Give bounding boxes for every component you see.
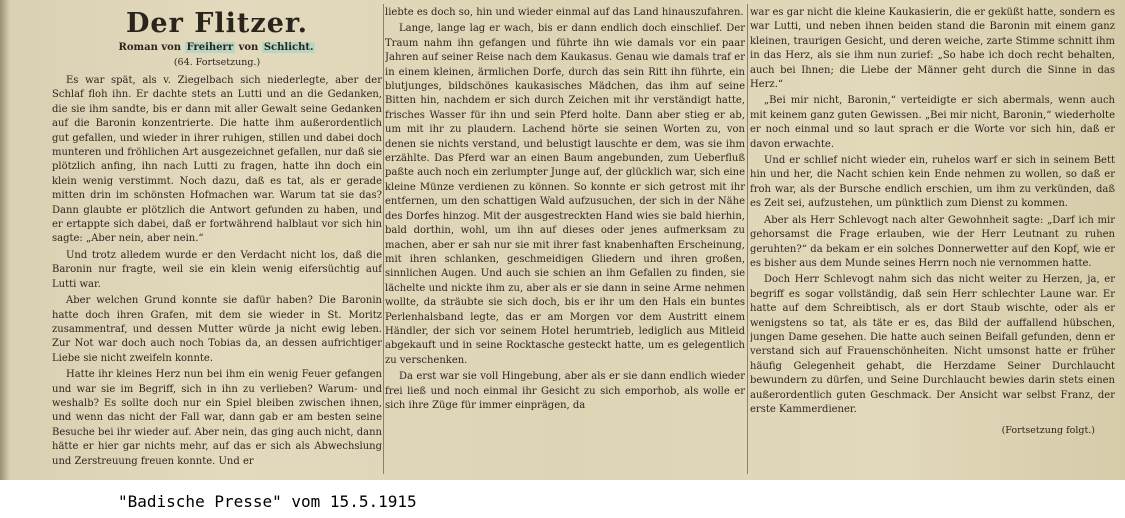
byline-prefix: Roman von: [118, 42, 182, 53]
paragraph: Hatte ihr kleines Herz nun bei ihm ein wenig Feuer gefangen und war sie im Begriff, sich in ihn zu verlieben? Warum- und weshalb? Es sollte doch nur ein Spiel bleiben zwischen ihnen, und wenn das nicht der Fall war, dann gab er am besten seine Besuche bei ihr wieder auf. Aber nein, das ging auch nicht, dann hätte er hier gar nichts mehr, auf das er sich als Abwechslung und Zerstreuung freuen konnte. Und er: [52, 369, 382, 467]
source-caption: "Badische Presse" vom 15.5.1915: [118, 492, 417, 511]
paragraph: Aber als Herr Schlevogt nach alter Gewohnheit sagte: „Darf ich mir gehorsamst die Frage erlauben, wie der Herr Leutnant zu ruhen geruhten?“ da bekam er ein solches Donnerwetter auf den Kopf, wie er es bisher aus dem Munde seines Herrn noch nie vernommen hatte.: [750, 214, 1115, 269]
byline-freiherr: Freiherr: [186, 42, 234, 53]
continuation-note: (Fortsetzung folgt.): [1001, 425, 1095, 437]
paragraph: Doch Herr Schlevogt nahm sich das nicht weiter zu Herzen, ja, er begriff es sogar vollständig, daß sein Herr schlechter Laune war. Er hatte auf dem Schreibtisch, als er dort Staub wischte, oder als er wenigstens so tat, als täte er es, das Bild der auffallend hübschen, jungen Dame gesehen. Die hatte auch seinen Beifall gefunden, denn er verstand sich auf Frauenschönheiten. Nicht umsonst hatte er früher häufig Gelegenheit gehabt, die Herzdame Seiner Durchlaucht bewundern zu dürfen, und Seine Durchlaucht bewies darin stets einen außerordentlich guten Geschmack. Der Ansicht war selbst Franz, der erste Kammerdiener.: [750, 274, 1115, 415]
column-1: [52, 6, 382, 476]
paragraph: Aber welchen Grund konnte sie dafür haben? Die Baronin hatte doch ihren Grafen, mit dem sie wieder in St. Moritz zusammentraf, und dessen Mutter würde ja nicht ewig leben. Zur Not war doch auch noch Tobias da, an dessen aufrichtiger Liebe sie nicht zweifeln konnte.: [52, 295, 382, 364]
byline-author: Schlicht.: [263, 42, 314, 53]
byline-mid: von: [238, 42, 259, 53]
column-divider: [747, 4, 748, 474]
paragraph: „Bei mir nicht, Baronin,“ verteidigte er sich abermals, wenn auch mit keinem ganz guten Gewissen. „Bei mir nicht, Baronin,“ wiederholte er noch einmal und so laut sprach er die Worte vor sich hin, daß er davon erwachte.: [750, 95, 1115, 150]
paragraph: Da erst war sie voll Hingebung, aber als er sie dann endlich wieder frei ließ und noch einmal ihr Gesicht zu sich emporhob, als wolle er sich ihre Züge für immer einprägen, da: [385, 371, 745, 411]
paragraph: Lange, lange lag er wach, bis er dann endlich doch einschlief. Der Traum nahm ihn gefangen und führte ihn wie damals vor ein paar Jahren auf seiner Reise nach dem Kaukasus. Genau wie damals traf er in einem kleinen, ärmlichen Dorfe, durch das sein Ritt ihn führte, ein blutjunges, bildschönes kaukasisches Mädchen, das ihm auf seine Bitten hin, nachdem er sich durch Zeichen mit ihr verständigt hatte, frisches Wasser für ihn und sein Pferd holte. Dann aber stieg er ab, um mit ihr zu plaudern. Lachend hörte sie seinen Worten zu, von denen sie nichts verstand, und belustigt lauschte er dem, was sie ihm erzählte. Das Pferd war an einen Baum angebunden, zum Ueberfluß paßte auch noch ein zerlumpter Junge auf, der glücklich war, sich eine kleine Münze verdienen zu können. So konnte er sich getrost mit ihr entfernen, um den schattigen Wald aufzusuchen, der sich in der Nähe des Dorfes hinzog. Mit der ausgestreckten Hand wies sie bald hierhin, bald dorthin, wohl, um ihn auf dieses oder jenes aufmerksam zu machen, aber er sah nur sie mit ihrer fast knabenhaften Erscheinung, mit ihren schlanken, geschmeidigen Gliedern und ihren großen, sinnlichen Augen. Und auch sie schien an ihm Gefallen zu finden, sie lächelte und nickte ihm zu, aber als er sie dann in seine Arme nehmen wollte, da sträubte sie sich doch, bis er ihr um den Hals ein buntes Perlenhalsband legte, das er am Morgen vor dem Austritt einem Händler, der sich vor seinem Hotel herumtrieb, lediglich aus Mitleid abgekauft und in seine Rocktasche gesteckt hatte, um es gelegentlich zu verschenken.: [385, 23, 745, 366]
paragraph: Und trotz alledem wurde er den Verdacht nicht los, daß die Baronin nur fragte, weil sie ein klein wenig eifersüchtig auf Lutti war.: [52, 249, 382, 290]
column-divider: [383, 4, 384, 474]
column-3: [750, 6, 1115, 476]
article-title: Der Flitzer.: [125, 8, 309, 39]
article-byline: [52, 42, 382, 53]
paragraph: war es gar nicht die kleine Kaukasierin, die er geküßt hatte, sondern es war Lutti, und neben ihnen beiden stand die Baronin mit einem ganz kleinen, traurigen Gesicht, und deren weiche, zarte Stimme schnitt ihm in das Herz, als sie ihm nun zurief: „So habe ich doch recht behalten, auch bei Ihnen; die Liebe der Männer geht durch die Sinne in das Herz.“: [750, 7, 1115, 91]
paragraph: liebte es doch so, hin und wieder einmal auf das Land hinauszufahren.: [385, 7, 744, 18]
column-2: [385, 6, 745, 476]
paragraph: Und er schlief nicht wieder ein, ruhelos warf er sich in seinem Bett hin und her, die Nacht schien kein Ende nehmen zu wollen, so daß er froh war, als der Bursche endlich erschien, um ihm zu verkünden, daß es Zeit sei, aufzustehen, um pünktlich zum Dienst zu kommen.: [750, 155, 1115, 210]
paper-left-edge: [0, 0, 10, 480]
installment-number: (64. Fortsetzung.): [173, 57, 261, 68]
paragraph: Es war spät, als v. Ziegelbach sich niederlegte, aber der Schlaf floh ihn. Er dachte stets an Lutti und an die Gedanken, die sie ihm sandte, bis er dann mit aller Gewalt seine Gedanken auf die Baronin konzentrierte. Die hatte ihm außerordentlich gut gefallen, und wieder in ihrer ruhigen, stillen und dabei doch munteren und fröhlichen Art ausgezeichnet gefallen, nur daß sie plötzlich anfing, ihn nach Lutti zu fragen, hatte ihn doch ein klein wenig verstimmt. Noch dazu, daß es tat, als er gerade mitten drin im schönsten Hofmachen war. Warum tat sie das? Dann glaubte er plötzlich die Antwort gefunden zu haben, und er ertappte sich dabei, daß er fortwährend halblaut vor sich hin sagte: „Aber nein, aber nein.“: [52, 75, 382, 245]
